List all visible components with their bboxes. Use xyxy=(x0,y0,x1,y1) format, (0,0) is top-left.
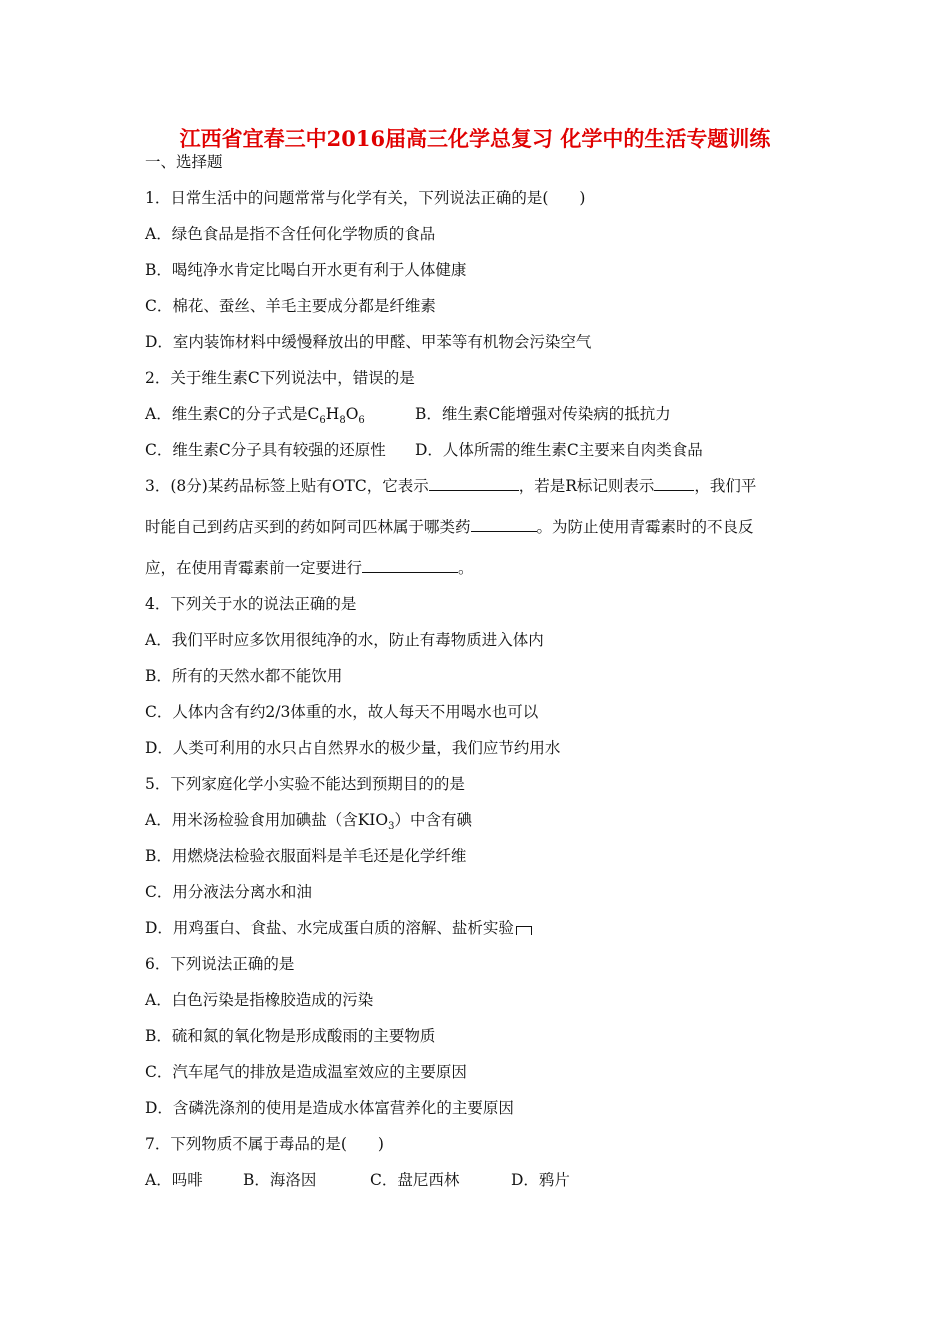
question-3-line-3: 应，在使用青霉素前一定要进行 。 xyxy=(145,559,474,577)
question-7-option-b: B．海洛因 xyxy=(243,1171,317,1189)
question-7-option-d: D．鸦片 xyxy=(511,1171,570,1189)
question-5-option-c: C．用分液法分离水和油 xyxy=(145,883,312,901)
question-1-option-a: A．绿色食品是指不含任何化学物质的食品 xyxy=(145,225,436,243)
question-1-stem: 1．日常生活中的问题常常与化学有关，下列说法正确的是( ) xyxy=(145,189,586,207)
question-2-options-cd-row xyxy=(145,439,703,461)
question-2-options-ab-row xyxy=(145,403,671,432)
page-title: 江西省宜春三中2016届高三化学总复习 化学中的生活专题训练 xyxy=(179,126,771,151)
section-heading: 一、选择题 xyxy=(145,153,223,171)
question-4-stem: 4．下列关于水的说法正确的是 xyxy=(145,595,357,613)
question-6-option-b: B．硫和氮的氧化物是形成酸雨的主要物质 xyxy=(145,1027,436,1045)
question-5-option-b: B．用燃烧法检验衣服面料是羊毛还是化学纤维 xyxy=(145,847,467,865)
answer-blank-r-mark[interactable] xyxy=(654,475,694,491)
question-5-option-d: D．用鸡蛋白、食盐、水完成蛋白质的溶解、盐析实验 xyxy=(145,919,514,937)
answer-blank-penicillin-test[interactable] xyxy=(362,557,458,573)
question-5-option-d-row xyxy=(145,917,532,939)
question-4-option-d: D．人类可利用的水只占自然界水的极少量，我们应节约用水 xyxy=(145,739,561,757)
question-3-line-1: 3．(8分)某药品标签上贴有OTC，它表示 ，若是R标记则表示 ，我们平 xyxy=(145,477,757,495)
question-6-option-c: C．汽车尾气的排放是造成温室效应的主要原因 xyxy=(145,1063,467,1081)
question-4-option-b: B．所有的天然水都不能饮用 xyxy=(145,667,343,685)
question-3-line-2: 时能自己到药店买到的药如阿司匹林属于哪类药 。为防止使用青霉素时的不良反 xyxy=(145,518,754,536)
answer-blank-drug-type[interactable] xyxy=(471,516,537,532)
question-7-options-row xyxy=(145,1169,570,1191)
question-2-option-c: C．维生素C分子具有较强的还原性 xyxy=(145,441,386,459)
question-6-option-d: D．含磷洗涤剂的使用是造成水体富营养化的主要原因 xyxy=(145,1099,514,1117)
question-1-option-b: B．喝纯净水肯定比喝白开水更有利于人体健康 xyxy=(145,261,467,279)
question-7-stem: 7．下列物质不属于毒品的是( ) xyxy=(145,1135,384,1153)
question-5-option-a: A．用米汤检验食用加碘盐（含$KIO_3$）中含有碘 xyxy=(145,811,472,833)
question-2-stem: 2．关于维生素C下列说法中，错误的是 xyxy=(145,369,415,387)
question-1-option-d: D．室内装饰材料中缓慢释放出的甲醛、甲苯等有机物会污染空气 xyxy=(145,333,592,351)
bracket-mark-icon xyxy=(516,926,532,935)
question-6-stem: 6．下列说法正确的是 xyxy=(145,955,295,973)
question-4-option-c: C．人体内含有约2/3体重的水，故人每天不用喝水也可以 xyxy=(145,703,539,721)
answer-blank-otc[interactable] xyxy=(429,475,519,491)
question-1-option-c: C．棉花、蚕丝、羊毛主要成分都是纤维素 xyxy=(145,297,436,315)
question-2-option-b: B．维生素C能增强对传染病的抵抗力 xyxy=(415,405,671,423)
question-2-option-d: D．人体所需的维生素C主要来自肉类食品 xyxy=(415,441,703,459)
question-7-option-a: A．吗啡 xyxy=(145,1171,203,1189)
question-5-stem: 5．下列家庭化学小实验不能达到预期目的的是 xyxy=(145,775,465,793)
question-4-option-a: A．我们平时应多饮用很纯净的水，防止有毒物质进入体内 xyxy=(145,631,544,649)
question-7-option-c: C．盘尼西林 xyxy=(370,1171,460,1189)
question-2-option-a: A．维生素C的分子式是$C_6H_8O_6$ xyxy=(145,405,365,427)
question-6-option-a: A．白色污染是指橡胶造成的污染 xyxy=(145,991,374,1009)
